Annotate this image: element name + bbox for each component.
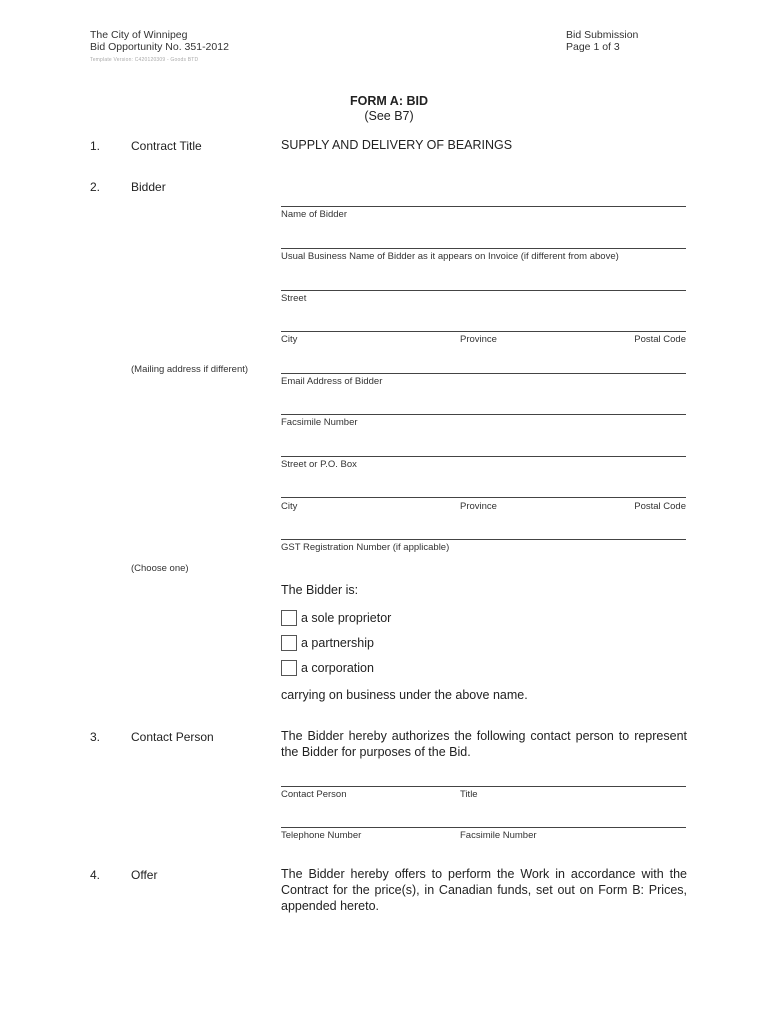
contact-fax-caption: Facsimile Number <box>460 830 537 841</box>
corporation-label: a corporation <box>301 661 374 675</box>
name-of-bidder-line[interactable] <box>281 206 686 207</box>
contact-person-caption: Contact Person <box>281 789 347 800</box>
section-1-number: 1. <box>90 139 101 153</box>
section-3-number: 3. <box>90 730 101 744</box>
corporation-checkbox[interactable] <box>281 660 297 676</box>
contact-title-line[interactable] <box>281 786 686 787</box>
fax-caption: Facsimile Number <box>281 417 358 428</box>
sole-proprietor-label: a sole proprietor <box>301 611 392 625</box>
email-line[interactable] <box>281 373 686 374</box>
contract-title-value: SUPPLY AND DELIVERY OF BEARINGS <box>281 138 513 152</box>
section-1-label: Contract Title <box>131 139 202 153</box>
partnership-label: a partnership <box>301 636 374 650</box>
telephone-caption: Telephone Number <box>281 830 362 841</box>
section-4-number: 4. <box>90 868 101 882</box>
province-caption: Province <box>460 334 497 345</box>
street-caption: Street <box>281 293 307 304</box>
street-po-caption: Street or P.O. Box <box>281 459 357 470</box>
province-caption-2: Province <box>460 501 497 512</box>
section-4-label: Offer <box>131 868 158 882</box>
template-version-note: Template Version: C420120309 - Goods BTD <box>90 57 199 63</box>
street-po-line[interactable] <box>281 456 686 457</box>
business-name-caption: Usual Business Name of Bidder as it appears on Invoice (if different from above) <box>281 251 619 262</box>
carrying-on-business-text: carrying on business under the above name. <box>281 688 528 702</box>
city-province-postal-line[interactable] <box>281 331 686 332</box>
fax-line[interactable] <box>281 414 686 415</box>
header-bid-opportunity: Bid Opportunity No. 351-2012 <box>90 41 229 53</box>
section-3-label: Contact Person <box>131 730 214 744</box>
header-city: The City of Winnipeg <box>90 29 188 41</box>
sole-proprietor-checkbox[interactable] <box>281 610 297 626</box>
postal-code-caption-2: Postal Code <box>634 501 686 512</box>
partnership-checkbox[interactable] <box>281 635 297 651</box>
city-caption-2: City <box>281 501 298 512</box>
street-line[interactable] <box>281 290 686 291</box>
postal-code-caption: Postal Code <box>634 334 686 345</box>
city-caption: City <box>281 334 298 345</box>
choose-one-note: (Choose one) <box>131 563 189 574</box>
form-subtitle: (See B7) <box>364 109 414 123</box>
title-caption: Title <box>460 789 478 800</box>
contact-authorization-text: The Bidder hereby authorizes the following contact person to represent the Bidder for purposes of the Bid. <box>281 729 687 759</box>
city-province-postal-line-2[interactable] <box>281 497 686 498</box>
gst-line[interactable] <box>281 539 686 540</box>
gst-caption: GST Registration Number (if applicable) <box>281 542 450 553</box>
name-of-bidder-caption: Name of Bidder <box>281 209 348 220</box>
offer-text: The Bidder hereby offers to perform the Work in accordance with the Contract for the price(s), in Canadian funds, set out on Form B: Prices, appended hereto. <box>281 867 687 913</box>
business-name-line[interactable] <box>281 248 686 249</box>
header-bid-submission: Bid Submission <box>566 29 639 41</box>
header-page-number: Page 1 of 3 <box>566 41 620 53</box>
section-2-number: 2. <box>90 180 101 194</box>
telephone-fax-line[interactable] <box>281 827 686 828</box>
email-caption: Email Address of Bidder <box>281 376 383 387</box>
form-title: FORM A: BID <box>350 94 428 108</box>
bidder-is-label: The Bidder is: <box>281 583 359 597</box>
mailing-address-note: (Mailing address if different) <box>131 364 249 375</box>
section-2-label: Bidder <box>131 180 166 194</box>
